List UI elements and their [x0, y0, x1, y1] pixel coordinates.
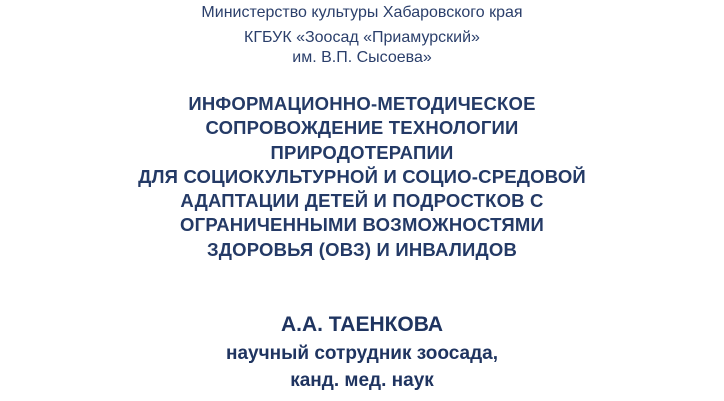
- institution-name: КГБУК «Зоосад «Приамурский»: [244, 29, 480, 46]
- author-position: научный сотрудник зоосада,: [226, 343, 498, 364]
- ministry-name: Министерство культуры Хабаровского края: [201, 4, 523, 21]
- title-line: СОПРОВОЖДЕНИЕ ТЕХНОЛОГИИ: [205, 117, 519, 139]
- title-line: ПРИРОДОТЕРАПИИ: [270, 141, 454, 163]
- presentation-title: [0, 92, 724, 262]
- author-degree: канд. мед. наук: [290, 370, 434, 391]
- title-line: ОГРАНИЧЕННЫМИ ВОЗМОЖНОСТЯМИ: [180, 214, 544, 236]
- title-line: ИНФОРМАЦИОННО-МЕТОДИЧЕСКОЕ: [188, 93, 536, 114]
- title-line: ЗДОРОВЬЯ (ОВЗ) И ИНВАЛИДОВ: [206, 238, 518, 260]
- author-name: А.А. ТАЕНКОВА: [280, 313, 444, 336]
- institution-named-after: им. В.П. Сысоева»: [292, 49, 432, 66]
- title-line: ДЛЯ СОЦИОКУЛЬТУРНОЙ И СОЦИО-СРЕДОВОЙ: [138, 165, 586, 187]
- title-line: АДАПТАЦИИ ДЕТЕЙ И ПОДРОСТКОВ С: [180, 190, 544, 212]
